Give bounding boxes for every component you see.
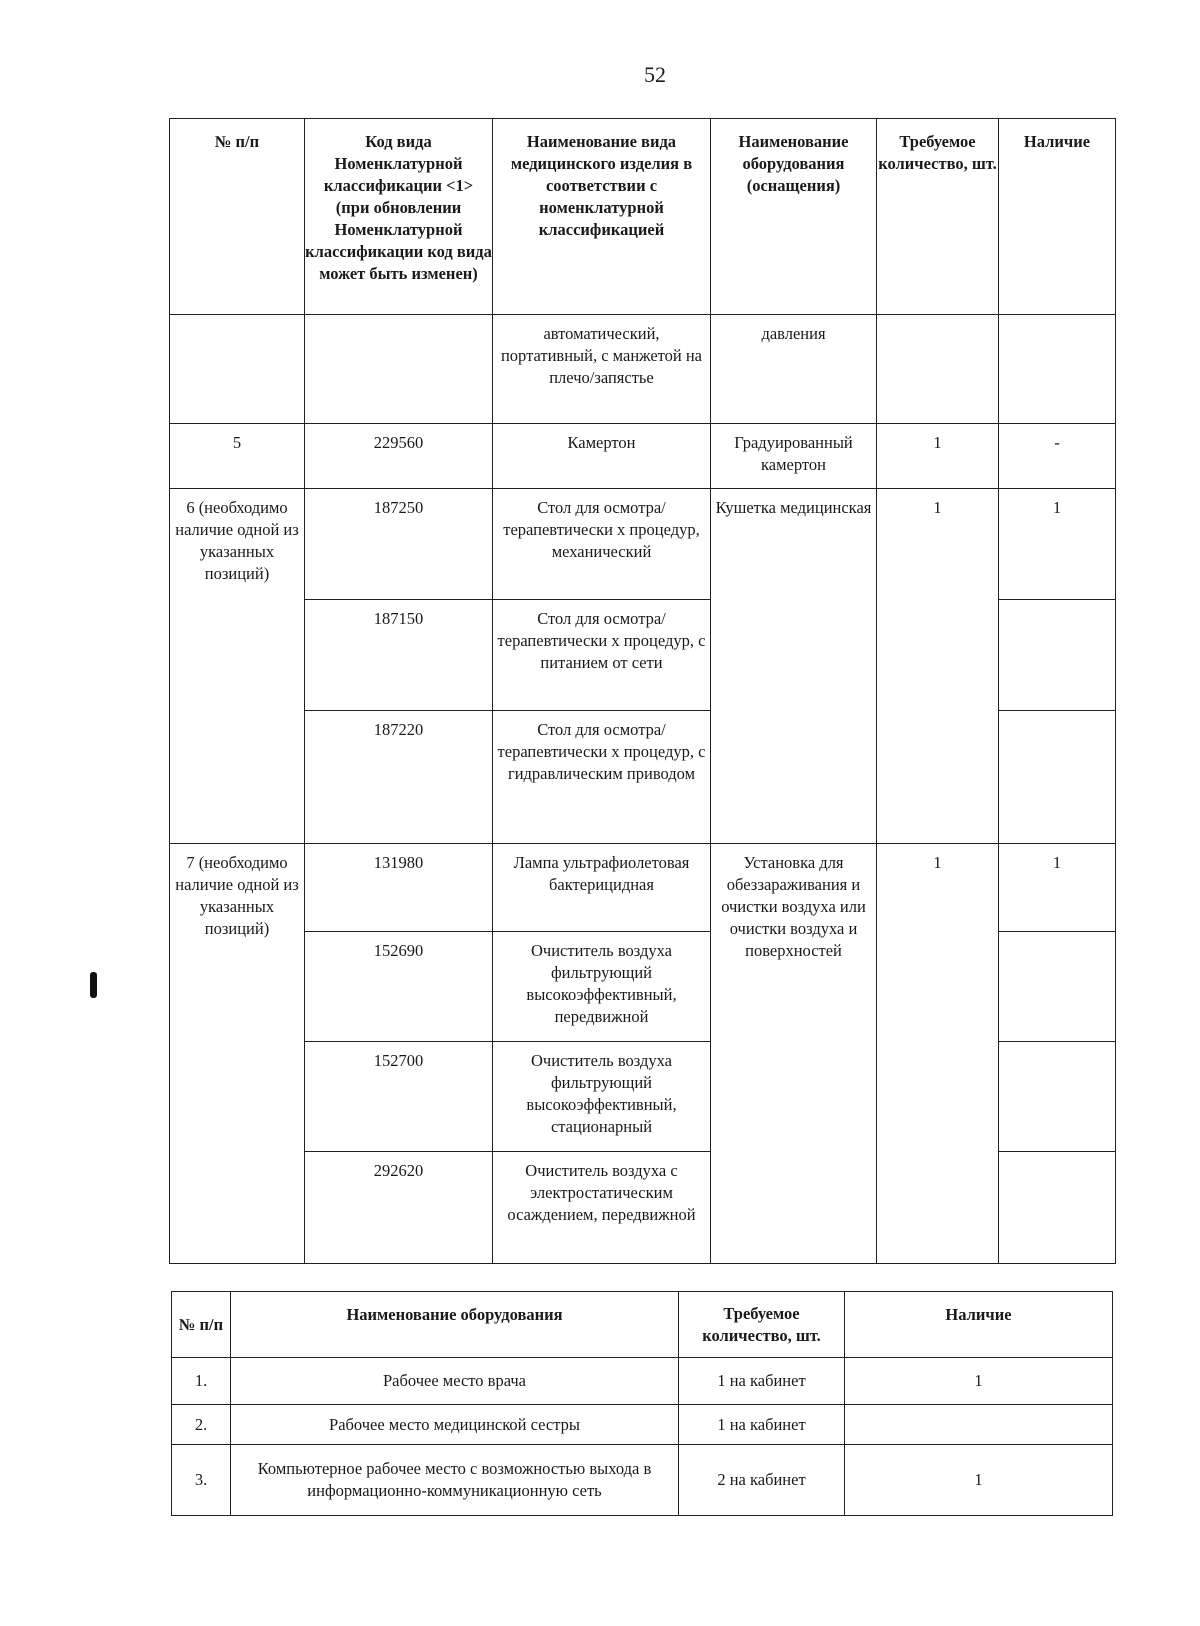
cell-device-name: Стол для осмотра/терапевтически х процедур, с питанием от сети: [493, 600, 711, 711]
cell-device-name: автоматический, портативный, с манжетой на плечо/запястье: [493, 315, 711, 424]
header-num: № п/п: [170, 119, 305, 315]
table-row: [172, 1405, 1113, 1445]
cell-code: 229560: [305, 424, 493, 489]
table-row: [170, 844, 1116, 932]
cell-num: 5: [170, 424, 305, 489]
cell-availability: [845, 1405, 1113, 1445]
cell-availability: [999, 1042, 1116, 1152]
cell-num: 2.: [172, 1405, 231, 1445]
header-code: Код вида Номенклатурной классификации <1> (при обновлении Номенклатурной классификации код вида может быть изменен): [305, 119, 493, 315]
header-device-name: Наименование вида медицинского изделия в соответствии с номенклатурной классификацией: [493, 119, 711, 315]
cell-availability: [999, 1152, 1116, 1264]
table-row: [172, 1445, 1113, 1516]
cell-code: 152690: [305, 932, 493, 1042]
cell-qty: 1 на кабинет: [679, 1405, 845, 1445]
cell-device-name: Очиститель воздуха фильтрующий высокоэффективный, стационарный: [493, 1042, 711, 1152]
table-row: [172, 1358, 1113, 1405]
cell-availability: [999, 711, 1116, 844]
header-row: [170, 119, 1116, 315]
cell-num: [170, 315, 305, 424]
cell-code: 187150: [305, 600, 493, 711]
cell-num: 1.: [172, 1358, 231, 1405]
cell-device-name: Очиститель воздуха с электростатическим осаждением, передвижной: [493, 1152, 711, 1264]
equipment-header-availability: Наличие: [845, 1292, 1113, 1358]
page-number: 52: [644, 62, 666, 87]
header-qty: Требуемое количество, шт.: [877, 119, 999, 315]
cell-qty: 2 на кабинет: [679, 1445, 845, 1516]
cell-qty-group7: 1: [877, 844, 999, 1264]
cell-equipment: Градуированный камертон: [711, 424, 877, 489]
cell-code: 187250: [305, 489, 493, 600]
cell-qty: 1: [877, 424, 999, 489]
cell-device-name: Лампа ультрафиолетовая бактерицидная: [493, 844, 711, 932]
equipment-header-name: Наименование оборудования: [231, 1292, 679, 1358]
cell-availability: 1: [845, 1358, 1113, 1405]
medical-devices-table: [169, 118, 1116, 1264]
cell-equipment: давления: [711, 315, 877, 424]
cell-device-name: Стол для осмотра/терапевтически х процедур, с гидравлическим приводом: [493, 711, 711, 844]
header-availability: Наличие: [999, 119, 1116, 315]
cell-device-name: Камертон: [493, 424, 711, 489]
cell-num-group6: 6 (необходимо наличие одной из указанных позиций): [170, 489, 305, 844]
equipment-header-num: № п/п: [172, 1292, 231, 1358]
cell-num-group7: 7 (необходимо наличие одной из указанных позиций): [170, 844, 305, 1264]
cell-code: 292620: [305, 1152, 493, 1264]
cell-name: Рабочее место медицинской сестры: [231, 1405, 679, 1445]
cell-qty: [877, 315, 999, 424]
table-row: [170, 315, 1116, 424]
equipment-table: [171, 1291, 1113, 1516]
cell-code: 152700: [305, 1042, 493, 1152]
cell-device-name: Очиститель воздуха фильтрующий высокоэффективный, передвижной: [493, 932, 711, 1042]
cell-num: 3.: [172, 1445, 231, 1516]
cell-code: [305, 315, 493, 424]
header-equipment: Наименование оборудования (оснащения): [711, 119, 877, 315]
equipment-header-row: [172, 1292, 1113, 1358]
cell-availability: 1: [999, 489, 1116, 600]
cell-code: 187220: [305, 711, 493, 844]
cell-availability: 1: [845, 1445, 1113, 1516]
equipment-header-qty: Требуемое количество, шт.: [679, 1292, 845, 1358]
cell-availability: [999, 600, 1116, 711]
cell-availability: [999, 315, 1116, 424]
cell-qty: 1 на кабинет: [679, 1358, 845, 1405]
cell-code: 131980: [305, 844, 493, 932]
cell-name: Компьютерное рабочее место с возможностью выхода в информационно-коммуникационную сеть: [231, 1445, 679, 1516]
table-row: [170, 489, 1116, 600]
scan-mark: [90, 972, 97, 998]
cell-qty-group6: 1: [877, 489, 999, 844]
cell-availability: [999, 932, 1116, 1042]
cell-availability: -: [999, 424, 1116, 489]
table-row: [170, 424, 1116, 489]
cell-equipment-group7: Установка для обеззараживания и очистки воздуха или очистки воздуха и поверхностей: [711, 844, 877, 1264]
cell-equipment-group6: Кушетка медицинская: [711, 489, 877, 844]
cell-device-name: Стол для осмотра/терапевтически х процедур, механический: [493, 489, 711, 600]
cell-availability: 1: [999, 844, 1116, 932]
cell-name: Рабочее место врача: [231, 1358, 679, 1405]
